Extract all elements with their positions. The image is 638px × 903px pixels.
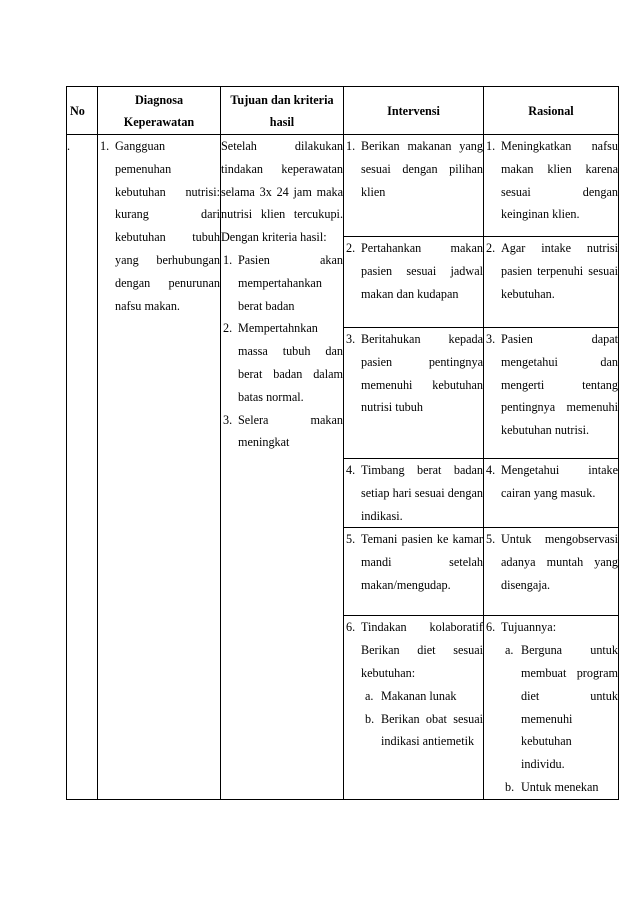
nursing-care-plan-table bbox=[66, 86, 619, 800]
header-rasional: Rasional bbox=[484, 87, 619, 135]
table-header-row bbox=[67, 87, 619, 135]
intervensi-cell-1: 1. Berikan makanan yang sesuai dengan pilihan klien bbox=[344, 135, 484, 237]
rasional-text: Mengetahui intake cairan yang masuk. bbox=[501, 463, 618, 500]
rasional-text: Untuk mengobservasi adanya muntah yang disengaja. bbox=[501, 532, 618, 592]
intervensi-sub-item: b. Berikan obat sesuai indikasi antiemetik bbox=[365, 711, 483, 749]
rasional-text: Tujuannya: bbox=[501, 620, 557, 635]
rasional-sub-item: a. Berguna untuk membuat program diet untuk memenuhi kebutuhan individu. bbox=[505, 643, 618, 772]
table-row bbox=[67, 135, 619, 237]
kriteria-item: 3. Selera makan meningkat bbox=[223, 412, 343, 450]
header-diagnosa: Diagnosa Keperawatan bbox=[98, 87, 221, 135]
rasional-text: Meningkatkan nafsu makan klien karena sesuai dengan keinginan klien. bbox=[501, 139, 618, 222]
intervensi-cell-3: 3. Beritahukan kepada pasien pentingnya memenuhi kebutuhan nutrisi tubuh bbox=[344, 328, 484, 459]
intervensi-text: Pertahankan makan pasien sesuai jadwal makan dan kudapan bbox=[361, 241, 483, 301]
intervensi-text: Timbang berat badan setiap hari sesuai dengan indikasi. bbox=[361, 463, 483, 523]
rasional-cell-5: 5. Untuk mengobservasi adanya muntah yang disengaja. bbox=[484, 528, 619, 616]
intervensi-text: Tindakan kolaboratif Berikan diet sesuai kebutuhan: bbox=[361, 620, 483, 680]
tujuan-cell bbox=[221, 135, 344, 800]
header-no: No bbox=[67, 87, 98, 135]
kriteria-item: 2. Mempertahnkan massa tubuh dan berat badan dalam batas normal. bbox=[223, 321, 343, 404]
rasional-cell-6: 6. Tujuannya: a. Berguna untuk membuat program diet untuk memenuhi kebutuhan individu. b. Untuk menekan bbox=[484, 616, 619, 799]
kriteria-item: 1. Pasien akan mempertahankan berat badan bbox=[223, 252, 343, 313]
tujuan-intro: Setelah dilakukan tindakan keperawatan selama 3x 24 jam maka nutrisi klien tercukupi. Dengan kriteria hasil: bbox=[221, 139, 343, 245]
rasional-text: Agar intake nutrisi pasien terpenuhi sesuai kebutuhan. bbox=[501, 241, 618, 301]
rasional-text: Pasien dapat mengetahui dan mengerti tentang pentingnya memenuhi kebutuhan nutrisi. bbox=[501, 332, 618, 438]
intervensi-cell-6: 6. Tindakan kolaboratif Berikan diet sesuai kebutuhan: a. Makanan lunak b. Berikan obat sesuai indikasi antiemetik bbox=[344, 616, 484, 799]
diagnosa-number: 1. bbox=[100, 139, 110, 153]
diagnosa-text: Gangguan pemenuhan kebutuhan nutrisi: kurang dari kebutuhan tubuh yang berhubungan dengan penurunan nafsu makan. bbox=[115, 139, 220, 313]
intervensi-cell-4: 4. Timbang berat badan setiap hari sesuai dengan indikasi. bbox=[344, 459, 484, 528]
intervensi-text: Temani pasien ke kamar mandi setelah makan/mengudap. bbox=[361, 532, 483, 592]
rasional-cell-2: 2. Agar intake nutrisi pasien terpenuhi sesuai kebutuhan. bbox=[484, 237, 619, 328]
diagnosa-cell bbox=[98, 135, 221, 800]
intervensi-cell-2: 2. Pertahankan makan pasien sesuai jadwal makan dan kudapan bbox=[344, 237, 484, 328]
rasional-cell-1: 1. Meningkatkan nafsu makan klien karena sesuai dengan keinginan klien. bbox=[484, 135, 619, 237]
intervensi-text: Berikan makanan yang sesuai dengan pilihan klien bbox=[361, 139, 483, 199]
header-tujuan: Tujuan dan kriteria hasil bbox=[221, 87, 344, 135]
rasional-cell-3: 3. Pasien dapat mengetahui dan mengerti tentang pentingnya memenuhi kebutuhan nutrisi. bbox=[484, 328, 619, 459]
rasional-cell-4: 4. Mengetahui intake cairan yang masuk. bbox=[484, 459, 619, 528]
rasional-sub-item: b. Untuk menekan bbox=[505, 779, 599, 794]
intervensi-text: Beritahukan kepada pasien pentingnya memenuhi kebutuhan nutrisi tubuh bbox=[361, 332, 483, 415]
intervensi-cell-5: 5. Temani pasien ke kamar mandi setelah makan/mengudap. bbox=[344, 528, 484, 616]
intervensi-sub-item: a. Makanan lunak bbox=[365, 688, 457, 703]
kriteria-list bbox=[221, 249, 343, 454]
row-no: . bbox=[67, 135, 98, 800]
header-intervensi: Intervensi bbox=[344, 87, 484, 135]
